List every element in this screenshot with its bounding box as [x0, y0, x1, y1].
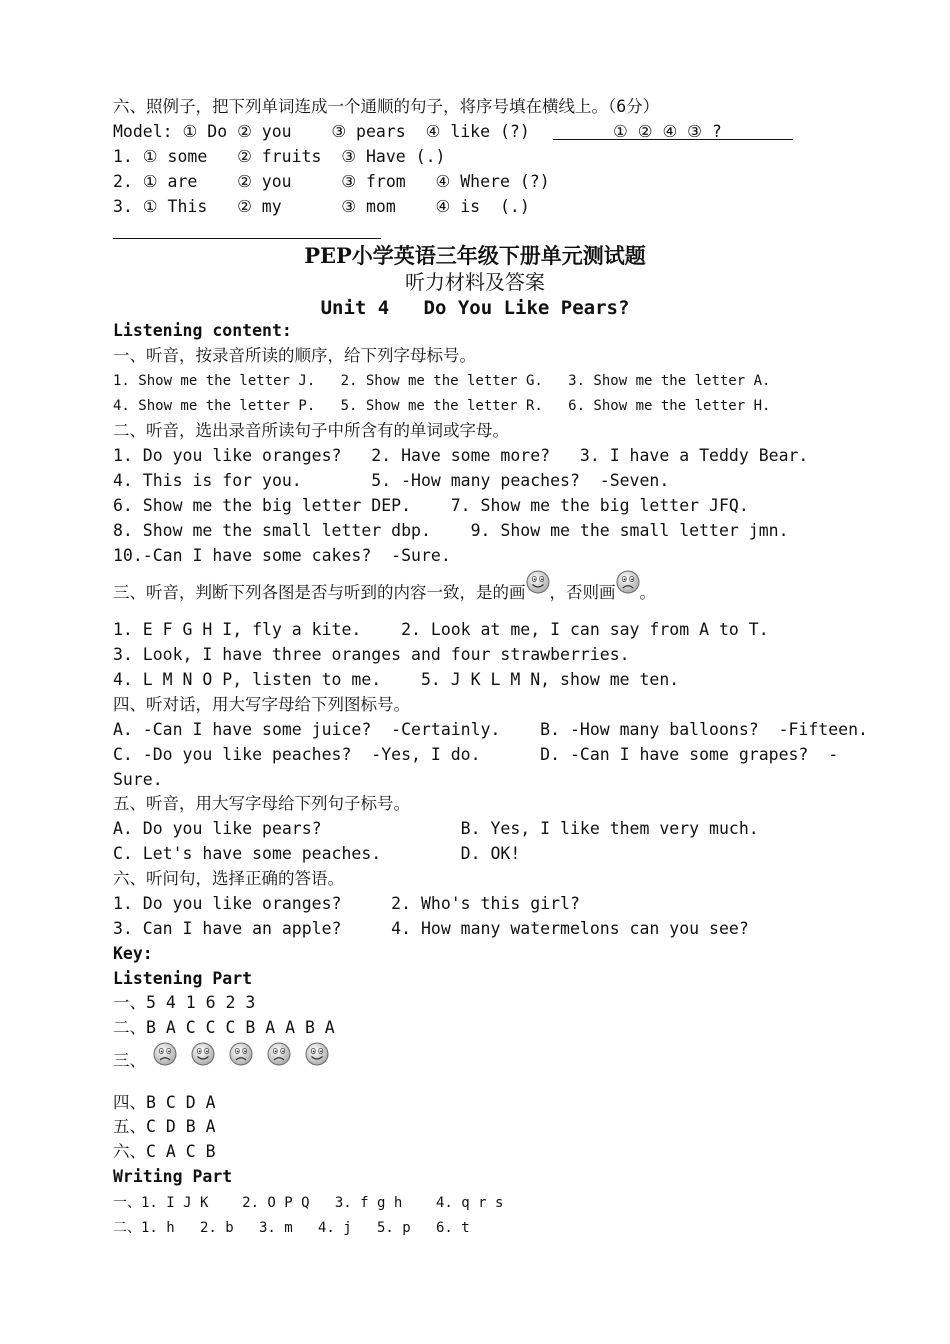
key-writing-part: Writing Part	[113, 1167, 233, 1186]
key-answer: 四、B C D A	[113, 1093, 216, 1112]
key-listening-part: Listening Part	[113, 969, 253, 988]
section6-q1: 1. ① some ② fruits ③ Have (.)	[113, 147, 446, 166]
smiley-happy-icon	[191, 1042, 215, 1066]
listening-s4-line: A. -Can I have some juice? -Certainly. B. -How many balloons? -Fifteen.	[113, 720, 868, 739]
listening-s1-line: 1. Show me the letter J. 2. Show me the letter G. 3. Show me the letter A.	[113, 373, 771, 389]
listening-s6-line: 3. Can I have an apple? 4. How many watermelons can you see?	[113, 919, 749, 938]
section6-q3: 3. ① This ② my ③ mom ④ is (.)	[113, 197, 530, 216]
listening-s4-line: C. -Do you like peaches? -Yes, I do. D. -Can I have some grapes? -	[113, 745, 839, 764]
listening-s3-line: 1. E F G H I, fly a kite. 2. Look at me, I can say from A to T.	[113, 620, 769, 639]
listening-s3-line: 3. Look, I have three oranges and four strawberries.	[113, 645, 630, 664]
listening-s5-line: A. Do you like pears? B. Yes, I like them very much.	[113, 819, 759, 838]
page-subtitle: 听力材料及答案	[405, 270, 545, 294]
smiley-sad-icon	[229, 1042, 253, 1066]
section6-model: Model: ① Do ② you ③ pears ④ like (?)	[113, 122, 530, 141]
key-answer: 二、B A C C C B A A B A	[113, 1018, 335, 1037]
key-writing-answer: 一、1. I J K 2. O P Q 3. f g h 4. q r s	[113, 1195, 504, 1211]
listening-s6-title: 六、听问句，选择正确的答语。	[113, 869, 344, 888]
section6-model-answer: ① ② ④ ③ ?	[613, 122, 722, 141]
listening-heading: Listening content:	[113, 321, 292, 340]
listening-s2-line: 6. Show me the big letter DEP. 7. Show me the big letter JFQ.	[113, 496, 749, 515]
key-answer: 六、C A C B	[113, 1142, 216, 1161]
model-answer-blank	[553, 139, 793, 140]
listening-s5-line: C. Let's have some peaches. D. OK!	[113, 844, 521, 863]
page-title: PEP小学英语三年级下册单元测试题	[304, 243, 646, 268]
key-answer: 五、C D B A	[113, 1117, 216, 1136]
smiley-happy-icon	[305, 1042, 329, 1066]
section6-title: 六、照例子，把下列单词连成一个通顺的句子，将序号填在横线上。（6分）	[113, 97, 660, 116]
listening-s6-line: 1. Do you like oranges? 2. Who's this girl?	[113, 894, 580, 913]
listening-s2-title: 二、听音，选出录音所读句子中所含有的单词或字母。	[113, 421, 509, 440]
smiley-happy-icon	[526, 570, 550, 594]
listening-s2-line: 8. Show me the small letter dbp. 9. Show me the small letter jmn.	[113, 521, 789, 540]
listening-s2-line: 1. Do you like oranges? 2. Have some more? 3. I have a Teddy Bear.	[113, 446, 809, 465]
listening-s4-line: Sure.	[113, 770, 163, 789]
key-answer-faces-label: 三、	[113, 1051, 146, 1070]
listening-s3-line: 4. L M N O P, listen to me. 5. J K L M N, show me ten.	[113, 670, 680, 689]
listening-s3-title: 三、听音，判断下列各图是否与听到的内容一致，是的画 ，否则画 。	[113, 576, 656, 604]
listening-s2-line: 10.-Can I have some cakes? -Sure.	[113, 546, 451, 565]
unit-title: Unit 4 Do You Like Pears?	[320, 297, 630, 319]
listening-s1-title: 一、听音，按录音所读的顺序，给下列字母标号。	[113, 346, 476, 365]
key-writing-answer: 二、1. h 2. b 3. m 4. j 5. p 6. t	[113, 1220, 470, 1236]
listening-s1-line: 4. Show me the letter P. 5. Show me the letter R. 6. Show me the letter H.	[113, 398, 771, 414]
smiley-sad-icon	[616, 570, 640, 594]
section-divider	[113, 238, 381, 239]
listening-s2-line: 4. This is for you. 5. -How many peaches? -Seven.	[113, 471, 670, 490]
key-heading: Key:	[113, 944, 153, 963]
section6-q2: 2. ① are ② you ③ from ④ Where (?)	[113, 172, 550, 191]
key-answer-faces	[153, 1042, 329, 1066]
smiley-sad-icon	[153, 1042, 177, 1066]
smiley-sad-icon	[267, 1042, 291, 1066]
listening-s4-title: 四、听对话，用大写字母给下列图标号。	[113, 695, 410, 714]
key-answer: 一、5 4 1 6 2 3	[113, 993, 256, 1012]
listening-s5-title: 五、听音，用大写字母给下列句子标号。	[113, 794, 410, 813]
